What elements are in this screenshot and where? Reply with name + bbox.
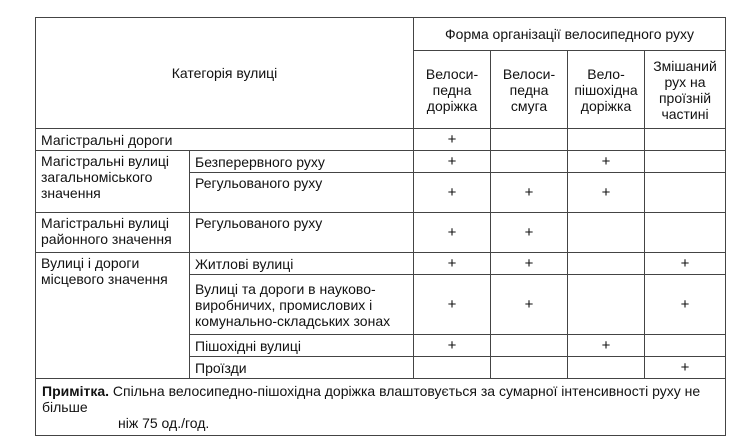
mark-cell (645, 173, 726, 213)
mark-cell: + (568, 335, 645, 357)
mark-cell: + (645, 275, 726, 335)
mark-cell (414, 357, 491, 379)
mark-cell: + (414, 213, 491, 253)
mark-cell (645, 129, 726, 151)
row-category-line: значення (41, 185, 101, 201)
mark-cell: + (491, 213, 568, 253)
row-category-line: загальноміського (41, 169, 153, 185)
row-subcategory-line: Вулиці та дороги в науково- (195, 280, 376, 297)
mark-cell: + (414, 335, 491, 357)
row-category (36, 151, 190, 213)
table-row (36, 253, 726, 275)
header-col-shared-path-line: доріжка (580, 97, 632, 114)
note-text-continued: ніж 75 од./год. (118, 415, 210, 431)
row-category-line: Магістральні вулиці (41, 153, 169, 169)
row-category-line: районного значення (41, 231, 172, 247)
header-col-mixed-traffic (645, 51, 726, 129)
header-col-mixed-traffic-line: частині (661, 105, 709, 122)
mark-cell: + (414, 151, 491, 173)
row-category (36, 253, 190, 379)
header-col-lane-path-line: Велоси- (425, 65, 479, 82)
mark-cell (568, 275, 645, 335)
header-col-lane-strip-line: Велоси- (502, 65, 556, 82)
header-col-mixed-traffic-line: проїзній (658, 89, 712, 106)
header-form-title: Форма організації велосипедного руху (414, 18, 726, 51)
mark-cell (491, 129, 568, 151)
mark-cell (645, 335, 726, 357)
mark-cell: + (491, 253, 568, 275)
table-row (36, 213, 726, 253)
row-category (36, 213, 190, 253)
mark-cell: + (414, 173, 491, 213)
mark-cell: + (414, 253, 491, 275)
note-row (36, 379, 726, 436)
mark-cell (568, 357, 645, 379)
table-row (36, 129, 726, 151)
mark-cell: + (491, 275, 568, 335)
mark-cell (491, 335, 568, 357)
mark-cell: + (568, 151, 645, 173)
mark-cell: + (645, 253, 726, 275)
header-col-shared-path-line: Вело- (587, 65, 625, 82)
header-col-lane-strip-line: педна (509, 81, 549, 98)
row-category: Магістральні дороги (36, 129, 414, 151)
row-subcategory: Проїзди (190, 357, 414, 379)
row-subcategory-line: виробничих, промислових і (195, 296, 373, 313)
note-text: Спільна велосипедно-пішохідна доріжка влаштовується за сумарної інтенсивності руху не більше (42, 383, 701, 415)
row-category-line: місцевого значення (41, 271, 168, 287)
bicycle-traffic-table (35, 17, 726, 436)
row-subcategory: Регульованого руху (190, 213, 414, 253)
header-col-lane-strip-line: смуга (510, 97, 548, 114)
bicycle-traffic-table-page (35, 17, 725, 435)
mark-cell (568, 129, 645, 151)
mark-cell: + (414, 275, 491, 335)
header-col-shared-path-line: пішохідна (574, 81, 638, 98)
header-category: Категорія вулиці (36, 18, 414, 129)
header-col-mixed-traffic-line: рух на (664, 73, 706, 90)
row-subcategory: Житлові вулиці (190, 253, 414, 275)
header-row-1 (36, 18, 726, 51)
note-label: Примітка. (42, 383, 110, 399)
mark-cell (568, 213, 645, 253)
mark-cell (645, 213, 726, 253)
table-row (36, 151, 726, 173)
mark-cell: + (414, 129, 491, 151)
mark-cell (568, 253, 645, 275)
row-category-line: Магістральні вулиці (41, 215, 169, 231)
mark-cell (491, 151, 568, 173)
header-col-lane-path-line: педна (432, 81, 472, 98)
header-col-shared-path (568, 51, 645, 129)
row-subcategory: Безперервного руху (190, 151, 414, 173)
row-subcategory-line: комунально-складських зонах (195, 312, 391, 329)
header-col-mixed-traffic-line: Змішаний (653, 57, 717, 74)
row-category-line: Вулиці і дороги (41, 255, 140, 271)
header-col-lane-path-line: доріжка (426, 97, 478, 114)
row-subcategory: Регульованого руху (190, 173, 414, 213)
mark-cell: + (645, 357, 726, 379)
mark-cell (491, 357, 568, 379)
row-subcategory (190, 275, 414, 335)
header-col-lane-strip (491, 51, 568, 129)
header-col-lane-path (414, 51, 491, 129)
table-note (36, 379, 726, 436)
mark-cell: + (491, 173, 568, 213)
mark-cell (645, 151, 726, 173)
mark-cell: + (568, 173, 645, 213)
row-subcategory: Пішохідні вулиці (190, 335, 414, 357)
